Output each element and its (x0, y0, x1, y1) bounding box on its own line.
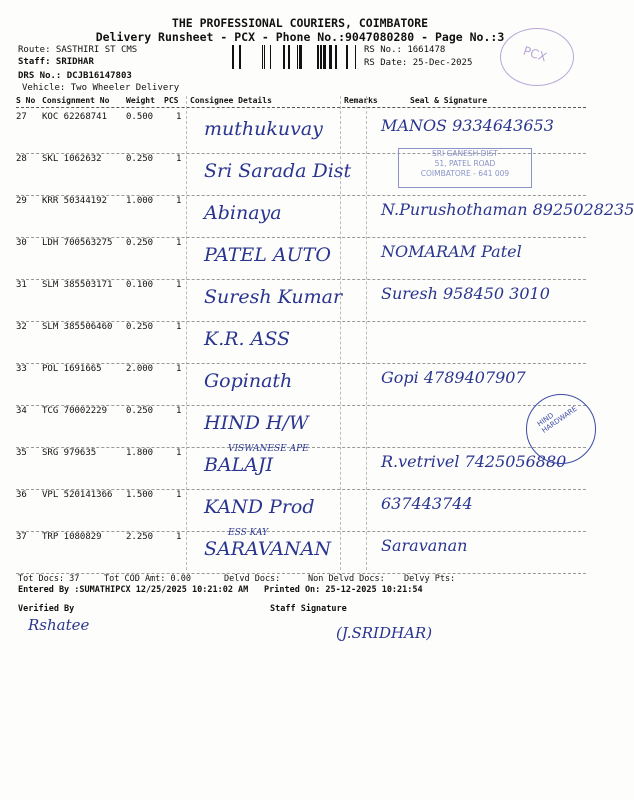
receiver-signature: MANOS 9334643653 (381, 116, 554, 135)
entered-by: Entered By :SUMATHIPCX 12/25/2025 10:21:02 AM (18, 585, 249, 595)
consignment-number: SRG 979635 (42, 448, 97, 458)
table-row (16, 194, 634, 238)
barcode-bar (317, 45, 319, 69)
weight: 0.500 (126, 112, 154, 122)
consignment-number: KRR 50344192 (42, 196, 108, 206)
pieces: 1 (176, 490, 182, 500)
consignee-name: KAND Prod (204, 496, 315, 518)
receiver-signature: Gopi 4789407907 (381, 368, 526, 387)
sri-ganesh-stamp (398, 148, 532, 188)
weight: 2.250 (126, 532, 154, 542)
verified-signature: Rshatee (28, 616, 90, 634)
barcode-bar (270, 45, 271, 69)
barcode-bar (320, 45, 322, 69)
serial-number: 32 (16, 322, 27, 332)
barcode-bar (232, 45, 234, 69)
drs-number: DRS No.: DCJB16147803 (18, 71, 132, 81)
table-row (16, 278, 586, 322)
weight: 0.250 (126, 154, 154, 164)
barcode-bar (329, 45, 332, 69)
serial-number: 36 (16, 490, 27, 500)
pieces: 1 (176, 364, 182, 374)
col-consignee: Consignee Details (190, 96, 272, 105)
consignment-number: TRP 1080829 (42, 532, 102, 542)
row-rule (16, 573, 586, 574)
barcode-bar (288, 45, 290, 69)
barcode-bar (335, 45, 337, 69)
serial-number: 29 (16, 196, 27, 206)
stamp-line: 51, PATEL ROAD (434, 159, 496, 168)
barcode-bar (264, 45, 265, 69)
barcode-bar (262, 45, 263, 69)
delivered-docs: Delvd Docs: (224, 574, 281, 584)
serial-number: 30 (16, 238, 27, 248)
pieces: 1 (176, 532, 182, 542)
serial-number: 27 (16, 112, 27, 122)
consignee-name: BALAJI (204, 454, 274, 476)
table-row (16, 530, 586, 574)
consignment-number: SKL 1062632 (42, 154, 102, 164)
pieces: 1 (176, 112, 182, 122)
barcode-bar (355, 45, 356, 69)
weight: 0.250 (126, 406, 154, 416)
barcode-bar (283, 45, 285, 69)
col-seal: Seal & Signature (410, 96, 488, 105)
total-cod: Tot COD Amt: 0.00 (104, 574, 191, 584)
barcode (232, 45, 357, 69)
stamp-line: COIMBATORE - 641 009 (420, 169, 510, 178)
vehicle-label: Vehicle: Two Wheeler Delivery (22, 83, 180, 93)
weight: 0.250 (126, 322, 154, 332)
barcode-bar (297, 45, 298, 69)
barcode-bar (239, 45, 241, 69)
printed-on: Printed On: 25-12-2025 10:21:54 (264, 585, 423, 595)
receiver-signature: N.Purushothaman 8925028235 (381, 200, 634, 219)
col-remarks: Remarks (344, 96, 378, 105)
barcode-bar (323, 45, 326, 69)
table-row (16, 404, 586, 448)
barcode-bar (299, 45, 302, 69)
consignee-name: Suresh Kumar (204, 286, 343, 308)
serial-number: 37 (16, 532, 27, 542)
serial-number: 33 (16, 364, 27, 374)
total-docs: Tot Docs: 37 (18, 574, 80, 584)
col-sno: S No (16, 96, 36, 105)
consignment-number: SLM 385506460 (42, 322, 113, 332)
consignee-name: SARAVANAN (204, 538, 331, 560)
consignee-name: HIND H/W (204, 412, 309, 434)
consignee-name: PATEL AUTO (204, 244, 331, 266)
stamp-line: SRI GANESH DIST (432, 149, 498, 158)
receiver-signature: R.vetrivel 7425056880 (381, 452, 567, 471)
consignment-number: SLM 385503171 (42, 280, 113, 290)
consignee-name: Gopinath (204, 370, 293, 392)
delivery-points: Delvy Pts: (404, 574, 456, 584)
receiver-signature: Suresh 958450 3010 (381, 284, 550, 303)
receiver-signature: Saravanan (381, 536, 468, 555)
consignment-number: TCG 70002229 (42, 406, 108, 416)
pcx-stamp-text: PCX (521, 43, 549, 65)
route-label: Route: SASTHIRI ST CMS (18, 45, 138, 55)
non-delivered-docs: Non Delvd Docs: (308, 574, 385, 584)
rs-date: RS Date: 25-Dec-2025 (364, 58, 473, 68)
weight: 1.800 (126, 448, 154, 458)
consignee-name: muthukuvay (204, 118, 323, 140)
weight: 1.000 (126, 196, 154, 206)
pieces: 1 (176, 154, 182, 164)
table-row (16, 320, 586, 364)
verified-by-label: Verified By (18, 604, 75, 614)
pieces: 1 (176, 196, 182, 206)
table-row (16, 362, 586, 406)
pieces: 1 (176, 280, 182, 290)
runsheet-title: THE PROFESSIONAL COURIERS, COIMBATORE (171, 16, 429, 30)
weight: 0.250 (126, 238, 154, 248)
consignee-note: VISWANESE APE (228, 444, 309, 454)
consignment-number: POL 1691665 (42, 364, 102, 374)
col-weight: Weight (126, 96, 155, 105)
hind-hardware-stamp (526, 394, 596, 464)
consignment-number: VPL 520141366 (42, 490, 113, 500)
consignee-name: Abinaya (204, 202, 282, 224)
consignment-number: LDH 700563275 (42, 238, 113, 248)
rs-number: RS No.: 1661478 (364, 45, 446, 55)
consignee-name: Sri Sarada Dist (204, 160, 352, 182)
pieces: 1 (176, 322, 182, 332)
pieces: 1 (176, 238, 182, 248)
receiver-signature: NOMARAM Patel (381, 242, 522, 261)
receiver-signature: 637443744 (381, 494, 473, 513)
consignment-number: KOC 62268741 (42, 112, 108, 122)
weight: 2.000 (126, 364, 154, 374)
col-pcs: PCS (164, 96, 179, 105)
weight: 1.500 (126, 490, 154, 500)
stamp-text: HIND HARDWARE (535, 404, 579, 435)
serial-number: 34 (16, 406, 27, 416)
serial-number: 28 (16, 154, 27, 164)
pieces: 1 (176, 448, 182, 458)
consignee-name: K.R. ASS (204, 328, 291, 350)
pieces: 1 (176, 406, 182, 416)
pcx-stamp (500, 28, 574, 86)
barcode-bar (346, 45, 348, 69)
table-row (16, 236, 586, 280)
serial-number: 31 (16, 280, 27, 290)
weight: 0.100 (126, 280, 154, 290)
table-row (16, 446, 586, 490)
table-row (16, 488, 586, 532)
runsheet-subtitle: Delivery Runsheet - PCX - Phone No.:9047080280 - Page No.:3 (95, 30, 505, 44)
staff-signature-label: Staff Signature (270, 604, 347, 614)
staff-label: Staff: SRIDHAR (18, 57, 94, 67)
header-rule (16, 107, 586, 108)
consignee-note: ESS KAY (228, 528, 269, 538)
col-consignment: Consignment No (42, 96, 110, 105)
serial-number: 35 (16, 448, 27, 458)
staff-signature: (J.SRIDHAR) (336, 624, 433, 642)
